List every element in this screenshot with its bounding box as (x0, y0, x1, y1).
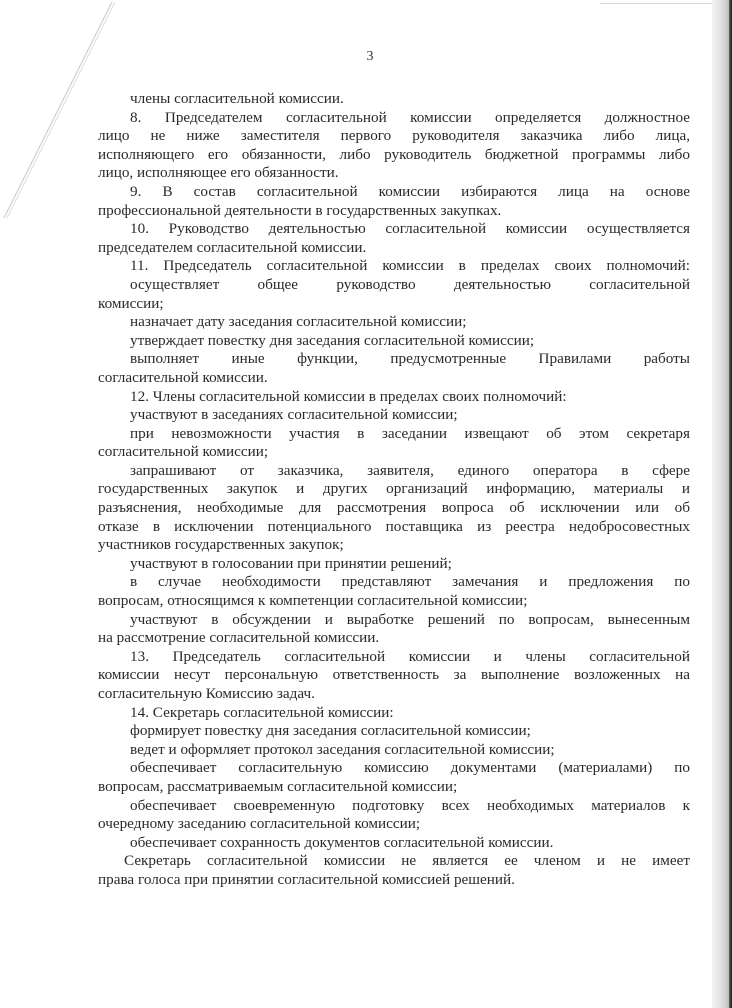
text-line: вопросам, относящимся к компетенции согласительной комиссии; (98, 592, 528, 610)
text-line: очередному заседанию согласительной комиссии; (98, 815, 421, 833)
text-line: при невозможности участия в заседании извещают об этом секретаря (130, 424, 690, 442)
text-line: права голоса при принятии согласительной комиссией решений. (98, 870, 515, 888)
text-line: 9. В состав согласительной комиссии избираются лица на основе (130, 182, 690, 200)
text-line: вопросам, рассматриваемым согласительной комиссии; (98, 777, 458, 795)
scan-edge-shadow (712, 0, 732, 1008)
text-line: участвуют в голосовании при принятии решений; (130, 554, 452, 572)
text-line: исполняющего его обязанности, либо руководитель бюджетной программы либо (98, 145, 690, 163)
text-line: отказе в исключении потенциального поставщика из реестра недобросовестных (98, 517, 690, 535)
text-line: ведет и оформляет протокол заседания согласительной комиссии; (130, 740, 555, 758)
text-line: участвуют в заседаниях согласительной комиссии; (130, 406, 458, 424)
text-line: обеспечивает своевременную подготовку всех необходимых материалов к (130, 796, 690, 814)
page-number: 3 (366, 49, 374, 64)
text-line: в случае необходимости представляют замечания и предложения по (130, 573, 690, 591)
text-line: участвуют в обсуждении и выработке решений по вопросам, вынесенным (130, 610, 690, 628)
scan-edge-line (600, 3, 712, 4)
text-line: разъяснения, необходимые для рассмотрения вопроса об исключении или об (98, 499, 690, 517)
text-line: члены согласительной комиссии. (130, 90, 344, 107)
text-line: 12. Члены согласительной комиссии в пределах своих полномочий: (130, 387, 567, 405)
text-line: запрашивают от заказчика, заявителя, единого оператора в сфере (130, 461, 690, 479)
text-line: 13. Председатель согласительной комиссии и члены согласительной (130, 647, 690, 665)
text-line: 11. Председатель согласительной комиссии в пределах своих полномочий: (130, 257, 690, 275)
text-line: выполняет иные функции, предусмотренные Правилами работы (130, 350, 690, 368)
text-line: на рассмотрение согласительной комиссии. (98, 629, 380, 647)
text-line: комиссии; (98, 294, 164, 312)
text-line: участников государственных закупок; (98, 536, 344, 554)
text-line: Секретарь согласительной комиссии не является ее членом и не имеет (124, 852, 690, 870)
document-body (98, 90, 690, 890)
text-line: 8. Председателем согласительной комиссии определяется должностное (130, 108, 690, 126)
text-line: комиссии несут персональную ответственность за выполнение возложенных на (98, 666, 690, 684)
text-line: председателем согласительной комиссии. (98, 238, 367, 256)
text-line: утверждает повестку дня заседания согласительной комиссии; (130, 331, 535, 349)
text-line: согласительной комиссии. (98, 368, 268, 386)
text-line: формирует повестку дня заседания согласительной комиссии; (130, 722, 531, 740)
text-line: обеспечивает сохранность документов согласительной комиссии. (130, 833, 554, 851)
text-line: назначает дату заседания согласительной комиссии; (130, 313, 467, 331)
text-line: 10. Руководство деятельностью согласительной комиссии осуществляется (130, 220, 690, 238)
text-line: 14. Секретарь согласительной комиссии: (130, 703, 394, 721)
text-line: государственных закупок и других организаций информацию, материалы и (98, 480, 690, 498)
text-line: осуществляет общее руководство деятельностью согласительной (130, 275, 690, 293)
text-line: согласительной комиссии; (98, 443, 269, 461)
text-line: лицо не ниже заместителя первого руководителя заказчика либо лица, (98, 127, 690, 145)
text-line: обеспечивает согласительную комиссию документами (материалами) по (130, 759, 690, 777)
text-line: профессиональной деятельности в государственных закупках. (98, 201, 502, 219)
text-line: согласительную Комиссию задач. (98, 685, 315, 702)
text-line: лицо, исполняющее его обязанности. (98, 164, 339, 182)
